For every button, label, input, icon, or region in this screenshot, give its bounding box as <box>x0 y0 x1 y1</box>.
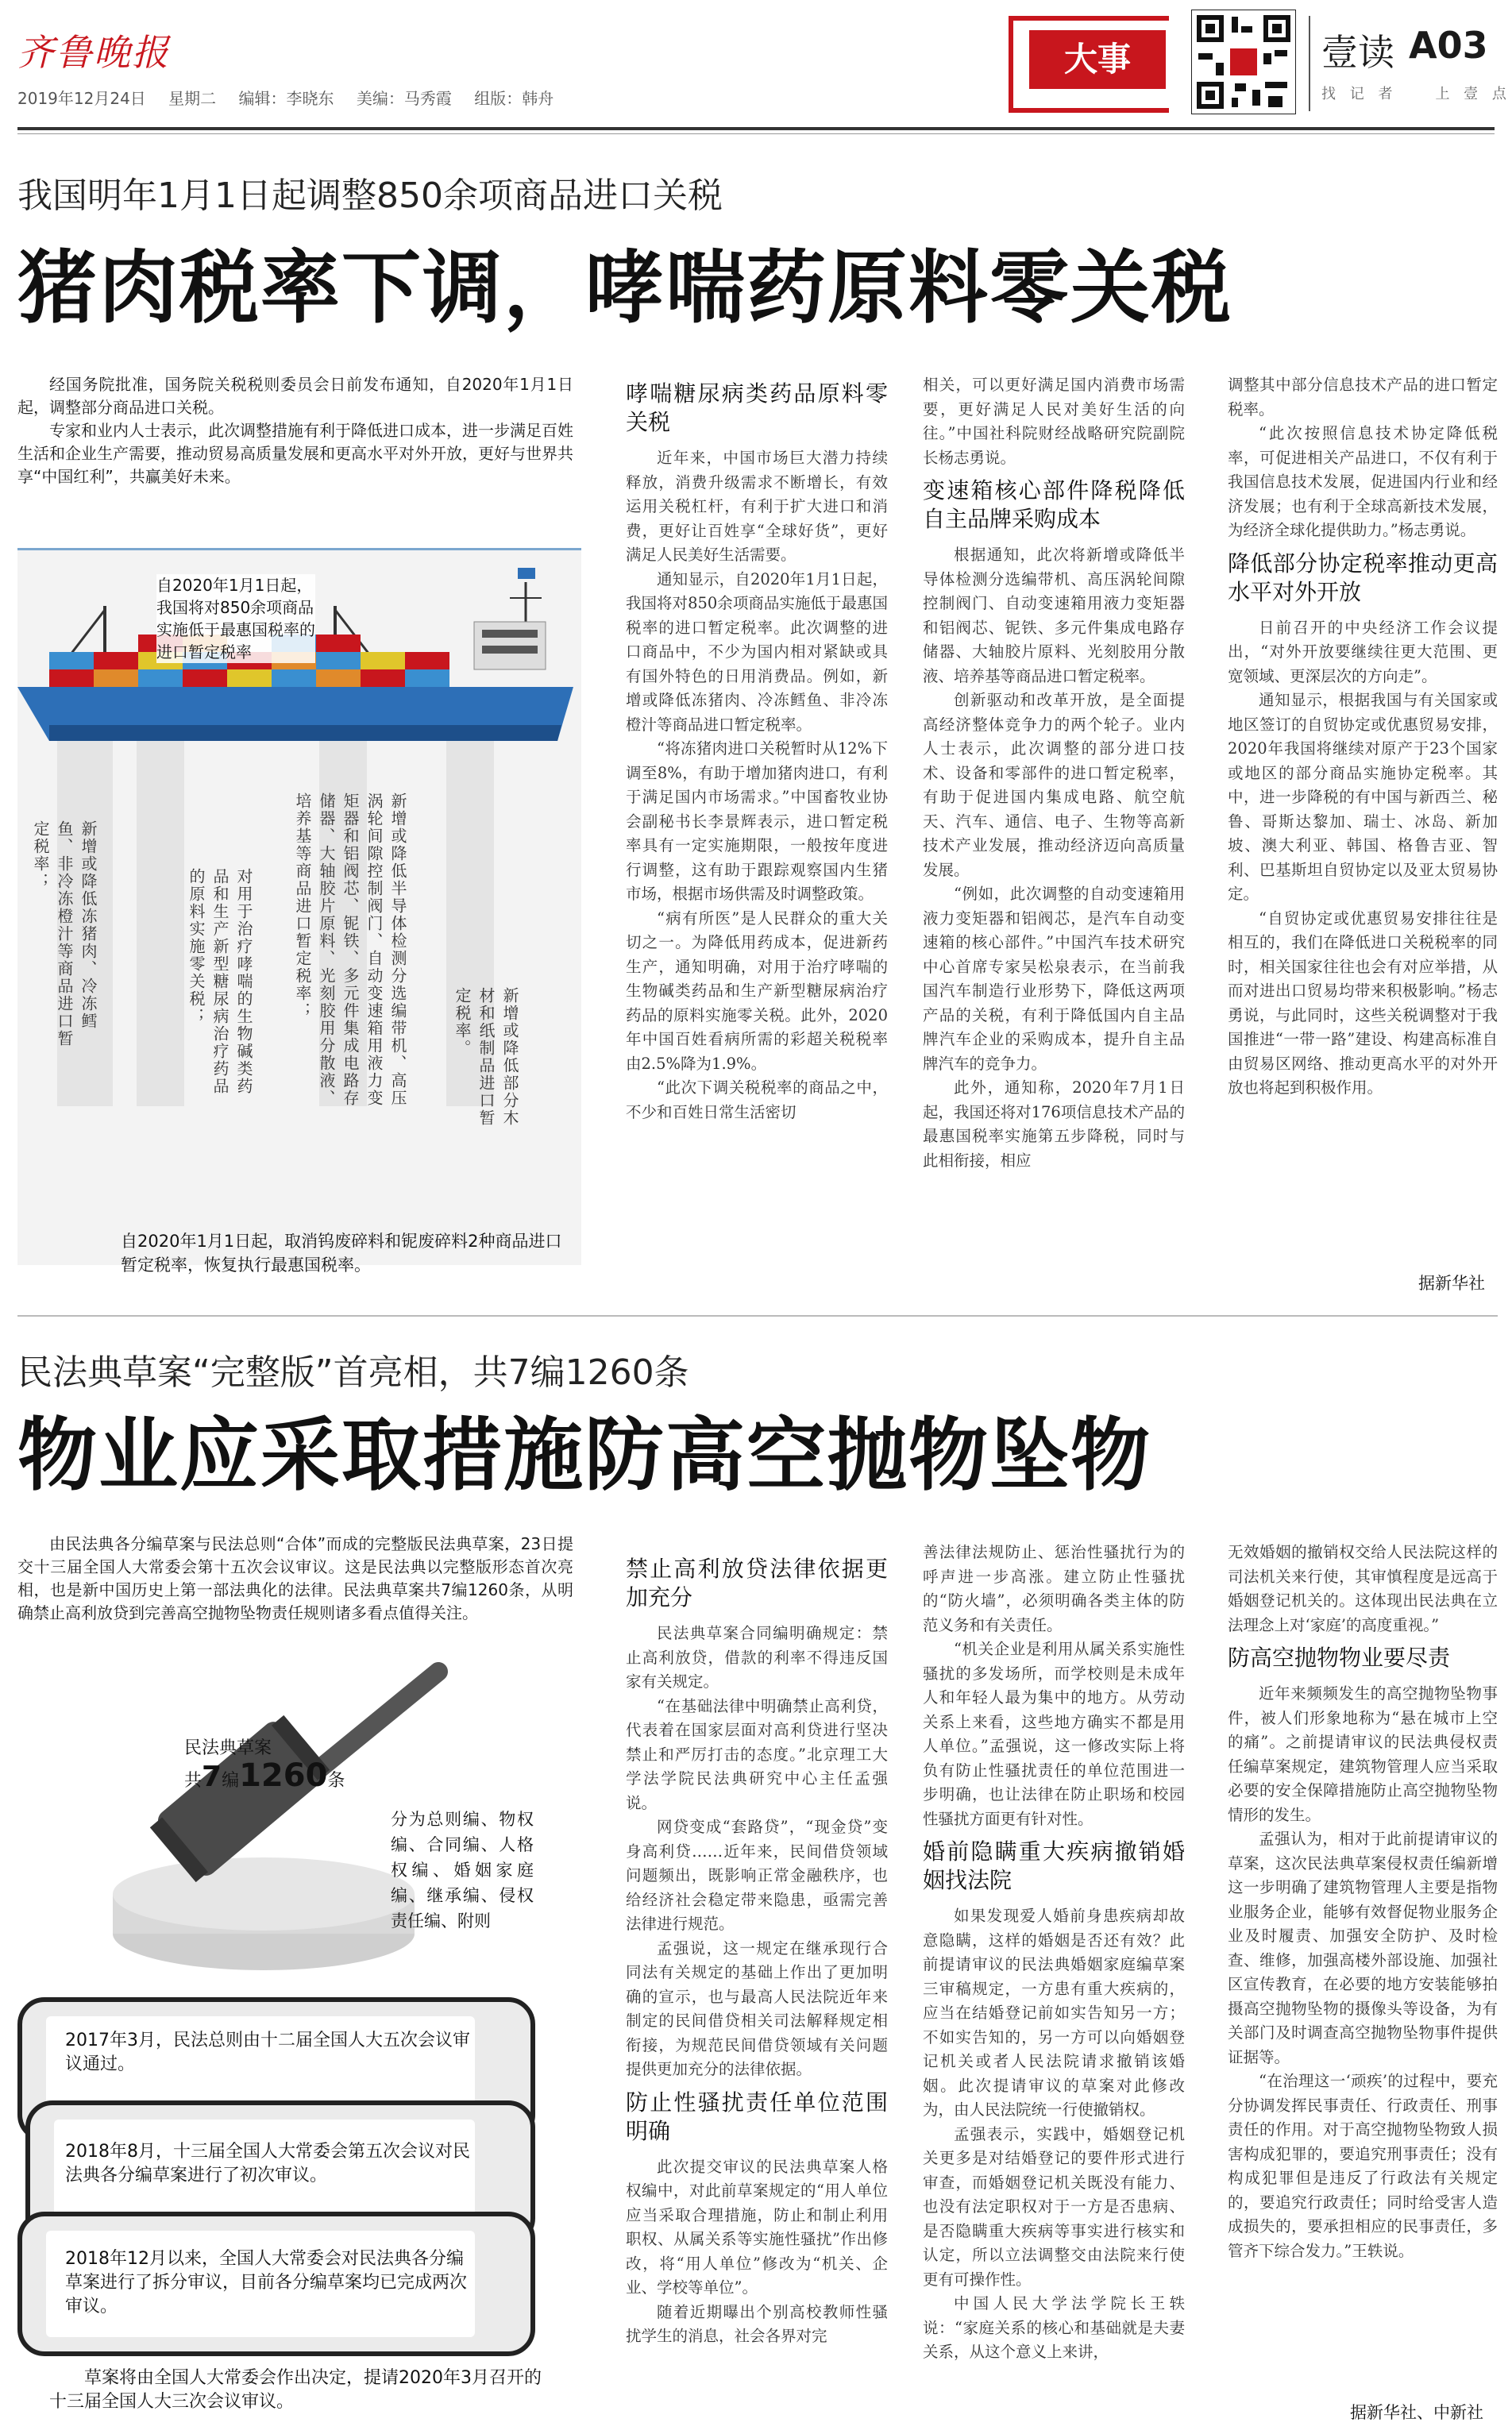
article2-column-1 <box>626 1549 888 2430</box>
article-divider <box>17 1315 1498 1317</box>
paragraph-continued: 善法律法规防止、惩治性骚扰行为的呼声进一步高涨。建立防止性骚扰的“防火墙”，必须明确各类主体的防范义务和有关责任。 <box>923 1543 1185 1634</box>
article1-column-2 <box>923 373 1185 1302</box>
paragraph: 孟强认为，相对于此前提请审议的草案，这次民法典草案侵权责任编新增这一步明确了建筑物管理人主要是指物业服务企业，能够有效督促物业服务企业及时履责、加强安全防护、及时检查、维修，加强高楼外部设施、加强社区宣传教育，在必要的地方安装能够拍摄高空抛物坠物的摄像头等设备，为有关部门及时调查高空抛物坠物事件提供证据等。 <box>1228 1830 1498 2066</box>
paragraph: 中国人民大学法学院长王轶说：“家庭关系的核心和基础就是夫妻关系，从这个意义上来讲， <box>923 2294 1185 2361</box>
civil-code-infographic <box>17 1656 589 2418</box>
paragraph: “此次按照信息技术协定降低税率，可促进相关产品进口，不仅有利于我国信息技术发展，促进国内行业和经济发展；也有利于全球高新技术发展，为经济全球化提供助力。”杨志勇说。 <box>1228 424 1498 539</box>
issue-date: 2019年12月24日 <box>17 89 146 108</box>
civil-code-footer: 草案将由全国人大常委会作出决定，提请2020年3月召开的十三届全国人大三次会议审议。 <box>49 2368 542 2412</box>
infographic-top-caption: 自2020年1月1日起，我国将对850余项商品实施低于最惠国税率的进口暂定税率 <box>156 576 315 662</box>
subheading: 变速箱核心部件降税降低自主品牌采购成本 <box>923 477 1185 532</box>
subheading: 防止性骚扰责任单位范围明确 <box>626 2089 888 2144</box>
lead-paragraph: 经国务院批准，国务院关税税则委员会日前发布通知，自2020年1月1日起，调整部分商品进口关税。 <box>17 375 573 417</box>
infographic-bottom-caption: 自2020年1月1日起，取消钨废碎料和铌废碎料2种商品进口暂定税率，恢复执行最惠国税率。 <box>121 1232 562 1275</box>
paragraph: “在基础法律中明确禁止高利贷，代表着在国家层面对高利贷进行坚决禁止和严厉打击的态度。”北京理工大学法学院民法典研究中心主任孟强说。 <box>626 1696 888 1812</box>
timeline-item: 2018年8月，十三届全国人大常委会第五次会议对民法典各分编草案进行了初次审议。 <box>65 2142 470 2185</box>
article1-kicker: 我国明年1月1日起调整850余项商品进口关税 <box>17 176 723 216</box>
paragraph-continued: 无效婚姻的撤销权交给人民法院这样的司法机关来行使，其审慎程度是远高于婚姻登记机关的。这体现出民法典在立法理念上对‘家庭’的高度重视。” <box>1228 1543 1498 1634</box>
article1-lead <box>17 373 573 488</box>
paragraph: 随着近期曝出个别高校教师性骚扰学生的消息，社会各界对完 <box>626 2302 888 2345</box>
qr-code-icon <box>1191 10 1296 114</box>
article2-kicker: 民法典草案“完整版”首亮相，共7编1260条 <box>17 1352 689 1393</box>
civil-code-parts: 分为总则编、物权编、合同编、人格权编、婚姻家庭编、继承编、侵权责任编、附则 <box>391 1810 534 1931</box>
page-number: A03 <box>1409 24 1488 67</box>
paragraph: “例如，此次调整的自动变速箱用液力变矩器和铝阀芯，是汽车自动变速箱的核心部件。”中国汽车技术研究中心首席专家吴松泉表示，在当前我国汽车制造行业形势下，降低这两项产品的关税，有利于降低国内自主品牌汽车企业的采购成本，提升自主品牌汽车的竞争力。 <box>923 885 1185 1073</box>
article2-source: 据新华社、中新社 <box>1350 2403 1483 2422</box>
page-name: 壹读 <box>1321 31 1394 74</box>
paragraph: 根据通知，此次将新增或降低半导体检测分选编带机、高压涡轮间隙控制阀门、自动变速箱用液力变矩器和铝阀芯、铌铁、多元件集成电路存储器、大轴胶片原料、光刻胶用分散液、培养基等商品进口暂定税率。 <box>923 546 1185 685</box>
subheading: 婚前隐瞒重大疾病撤销婚姻找法院 <box>923 1838 1185 1893</box>
paragraph: 此外，通知称，2020年7月1日起，我国还将对176项信息技术产品的最惠国税率实施第五步降税，同时与此相衔接，相应 <box>923 1078 1185 1170</box>
paragraph: “此次下调关税税率的商品之中，不少和百姓日常生活密切 <box>626 1078 888 1121</box>
paragraph: 此次提交审议的民法典草案人格权编中，对此前草案规定的“用人单位应当采取合理措施，防止和制止利用职权、从属关系等实施性骚扰”作出修改，将“用人单位”修改为“机关、企业、学校等单位”。 <box>626 2157 888 2297</box>
masthead-rule-thin <box>17 133 1495 134</box>
article2-column-2 <box>923 1541 1185 2430</box>
subheading: 哮喘糖尿病类药品原料零关税 <box>626 380 888 435</box>
paragraph: “病有所医”是人民群众的重大关切之一。为降低用药成本，促进新药生产，通知明确，对用于治疗哮喘的生物碱类药品和生产新型糖尿病治疗药品的原料实施零关税。此外，2020年中国百姓看病所需的彩超关税税率由2.5%降为1.9%。 <box>626 908 888 1073</box>
timeline-item: 2017年3月，民法总则由十二届全国人大五次会议审议通过。 <box>65 2031 470 2074</box>
paragraph-continued: 调整其中部分信息技术产品的进口暂定税率。 <box>1228 376 1498 419</box>
newspaper-logo: 齐鲁晚报 <box>17 31 170 74</box>
paragraph: “机关企业是利用从属关系实施性骚扰的多发场所，而学校则是未成年人和年轻人最为集中的地方。从劳动关系上来看，这些地方确实不都是用人单位。”孟强说，这一修改实际上将负有防止性骚扰责任的单位范围进一步明确，也让法律在防止职场和校园性骚扰方面更有针对性。 <box>923 1640 1185 1828</box>
issue-weekday: 星期二 <box>168 89 217 108</box>
tariff-item: 新增或降低冻猪肉、冷冻鳕鱼、非冷冻橙汁等商品进口暂定税率； <box>31 820 98 1047</box>
article2-column-3 <box>1228 1541 1498 2390</box>
issue-meta <box>17 86 571 109</box>
tariff-infographic <box>17 548 581 1275</box>
masthead-rule <box>17 127 1495 130</box>
article2-lead: 由民法典各分编草案与民法总则“合体”而成的完整版民法典草案，23日提交十三届全国人大常委会第十五次会议审议。这是民法典以完整版形态首次亮相，也是新中国历史上第一部法典化的法律。民法典草案共7编1260条，从明确禁止高利放贷到完善高空抛物坠物责任规则诸多看点值得关注。 <box>17 1534 573 1622</box>
paragraph: 孟强表示，实践中，婚姻登记机关更多是对结婚登记的要件形式进行审查，而婚姻登记机关既没有能力、也没有法定职权对于一方是否患病、是否隐瞒重大疾病等事实进行核实和认定，所以立法调整交由法院来行使更有可操作性。 <box>923 2124 1185 2289</box>
paragraph: 通知显示，自2020年1月1日起，我国将对850余项商品实施低于最惠国税率的进口暂定税率。此次调整的进口商品中，不少为国内相对紧缺或具有国外特色的日用消费品。例如，新增或降低冻猪肉、冷冻鳕鱼、非冷冻橙汁等商品进口暂定税率。 <box>626 569 888 734</box>
subheading: 防高空抛物物业要尽责 <box>1228 1645 1451 1671</box>
paragraph: 通知显示，根据我国与有关国家或地区签订的自贸协定或优惠贸易安排，2020年我国将继续对原产于23个国家或地区的部分商品实施协定税率。其中，进一步降税的有中国与新西兰、秘鲁、哥斯达黎加、瑞士、冰岛、新加坡、澳大利亚、韩国、格鲁吉亚、智利、巴基斯坦自贸协定以及亚太贸易协定。 <box>1228 691 1498 903</box>
paragraph: 如果发现爱人婚前身患疾病却故意隐瞒，这样的婚姻是否还有效？此前提请审议的民法典婚姻家庭编草案三审稿规定，一方患有重大疾病的，应当在结婚登记前如实告知另一方；不如实告知的，另一方可以向婚姻登记机关或者人民法院请求撤销该婚姻。此次提请审议的草案对此修改为，由人民法院统一行使撤销权。 <box>923 1907 1185 2119</box>
tariff-item: 新增或降低半导体检测分选编带机、高压涡轮间隙控制阀门、自动变速箱用液力变矩器和铝阀芯、铌铁、多元件集成电路存储器、大轴胶片原料、光刻胶用分散液、培养基等商品进口暂定税率； <box>293 793 407 1107</box>
page-slogan: 找 记 者 上 壹 点 <box>1321 86 1511 102</box>
article1-source: 据新华社 <box>1418 1274 1485 1293</box>
paragraph: “将冻猪肉进口关税暂时从12%下调至8%，有助于增加猪肉进口，有利于满足国内市场需求。”中国畜牧业协会副秘书长李景辉表示，进口暂定税率具有一定实施期限，一般按年度进行调整，这有助于跟踪观察国内生猪市场，根据市场供需及时调整政策。 <box>626 739 888 903</box>
paragraph: 创新驱动和改革开放，是全面提高经济整体竞争力的两个轮子。业内人士表示，此次调整的部分进口技术、设备和零部件的进口暂定税率，有助于促进国内集成电路、航空航天、汽车、通信、电子、生物等高新技术产业发展，推动经济迈向高质量发展。 <box>923 691 1185 879</box>
layout-credit: 组版：韩舟 <box>474 89 554 108</box>
paragraph: 孟强说，这一规定在继承现行合同法有关规定的基础上作出了更加明确的宣示，也与最高人民法院近年来制定的民间借贷相关司法解释规定相衔接，为规范民间借贷领域有关问题提供更加充分的法律依据。 <box>626 1938 888 2078</box>
art-credit: 美编：马秀霞 <box>356 89 452 108</box>
civil-code-title-line1: 民法典草案 <box>184 1738 272 1758</box>
tariff-item: 对用于治疗哮喘的生物碱类药品和生产新型糖尿病治疗药品的原料实施零关税； <box>187 868 253 1095</box>
lead-paragraph: 专家和业内人士表示，此次调整措施有利于降低进口成本，进一步满足百姓生活和企业生产需要，推动贸易高质量发展和更高水平对外开放，更好与世界共享“中国红利”，共赢美好未来。 <box>17 421 573 486</box>
paragraph: “自贸协定或优惠贸易安排往往是相互的，我们在降低进口关税税率的同时，相关国家往往也会有对应举措，从而对进出口贸易均带来积极影响。”杨志勇说，与此同时，这些关税调整对于我国推进“一带一路”建设、构建高标准自由贸易区网络、推动更高水平的对外开放也将起到积极作用。 <box>1228 908 1498 1097</box>
paragraph: 近年来，中国市场巨大潜力持续释放，消费升级需求不断增长，有效运用关税杠杆，有利于扩大进口和消费，更好让百姓享“全球好货”，更好满足人民美好生活需要。 <box>626 449 888 564</box>
civil-code-title-line2: 共7编1260条 <box>184 1757 345 1794</box>
tariff-item: 新增或降低部分木材和纸制品进口暂定税率。 <box>453 987 519 1127</box>
civil-code-title <box>184 1735 375 1795</box>
article1-headline: 猪肉税率下调，哮喘药原料零关税 <box>17 241 1232 334</box>
paragraph-continued: 相关，可以更好满足国内消费市场需要，更好满足人民对美好生活的向往。”中国社科院财经战略研究院副院长杨志勇说。 <box>923 376 1185 467</box>
paragraph: 民法典草案合同编明确规定：禁止高利放贷，借款的利率不得违反国家有关规定。 <box>626 1624 888 1691</box>
paragraph: “在治理这一‘顽疾’的过程中，要充分协调发挥民事责任、行政责任、刑事责任的作用。对于高空抛物坠物致人损害构成犯罪的，要追究刑事责任；没有构成犯罪但是违反了行政法有关规定的，要追究行政责任；同时给受害人造成损失的，要承担相应的民事责任，多管齐下综合发力。”王轶说。 <box>1228 2072 1498 2260</box>
article1-column-1 <box>626 373 888 1302</box>
paragraph: 近年来频频发生的高空抛物坠物事件，被人们形象地称为“悬在城市上空的痛”。之前提请审议的民法典侵权责任编草案规定，建筑物管理人应当采取必要的安全保障措施防止高空抛物坠物情形的发生。 <box>1228 1684 1498 1824</box>
editor-credit: 编辑：李晓东 <box>238 89 334 108</box>
timeline-item: 2018年12月以来，全国人大常委会对民法典各分编草案进行了拆分审议，目前各分编草案均已完成两次审议。 <box>65 2249 468 2316</box>
pillar <box>137 741 184 1106</box>
masthead-separator <box>1309 16 1310 111</box>
section-tag: 大事 <box>1029 30 1166 89</box>
subheading: 降低部分协定税率推动更高水平对外开放 <box>1228 550 1498 605</box>
article2-headline: 物业应采取措施防高空抛物坠物 <box>17 1409 1151 1502</box>
subheading: 禁止高利放贷法律依据更加充分 <box>626 1556 888 1610</box>
paragraph: 网贷变成“套路贷”，“现金贷”变身高利贷……近年来，民间借贷领域问题频出，既影响正常金融秩序，也给经济社会稳定带来隐患，亟需完善法律进行规范。 <box>626 1818 888 1933</box>
article1-column-3 <box>1228 373 1498 1263</box>
paragraph: 日前召开的中央经济工作会议提出，“对外开放要继续往更大范围、更宽领域、更深层次的方向走”。 <box>1228 618 1498 685</box>
